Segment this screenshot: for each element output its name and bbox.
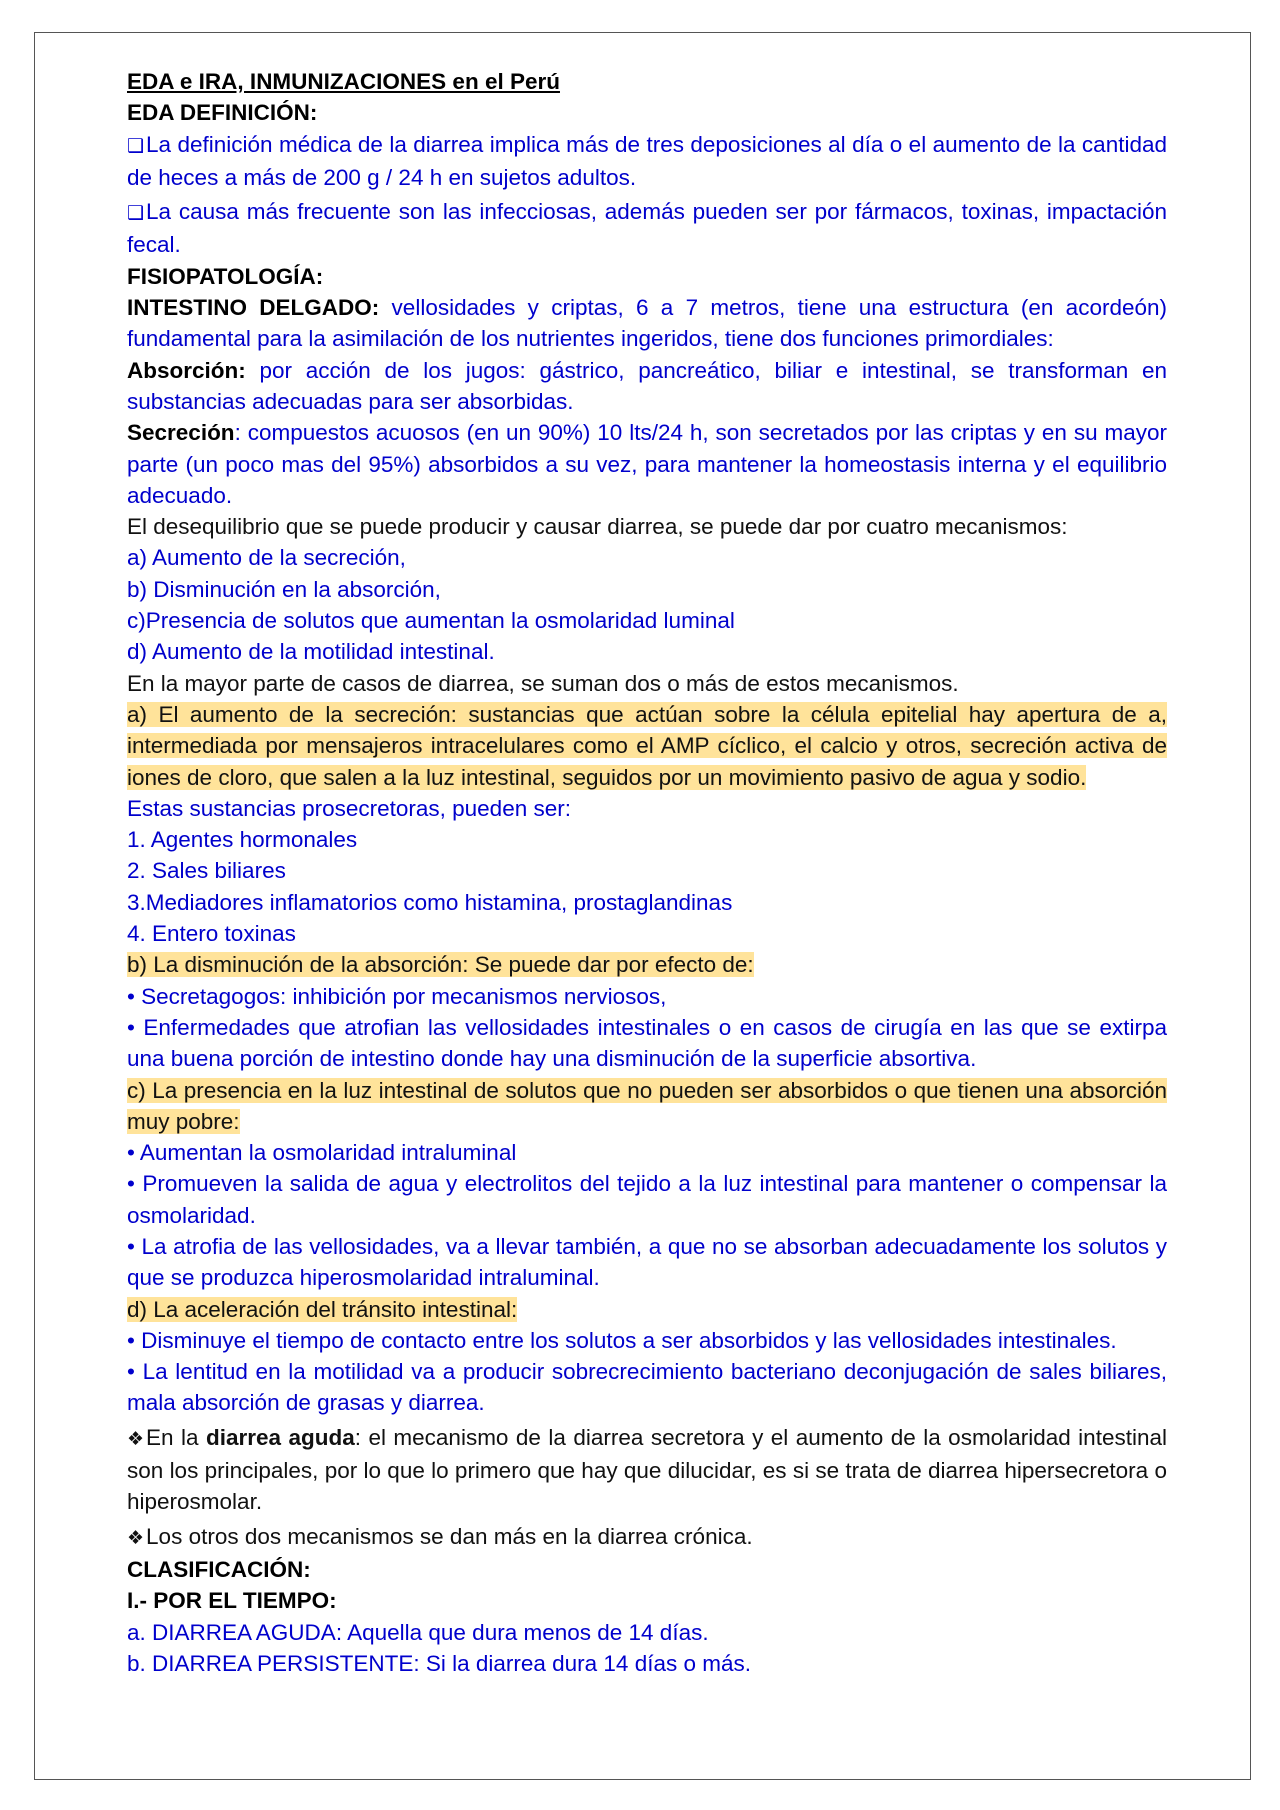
eda-definicion-heading: EDA DEFINICIÓN: bbox=[127, 100, 318, 126]
square-bullet-icon: ❑ bbox=[127, 135, 145, 157]
definicion-bullet-1: ❑La definición médica de la diarrea implica más de tres deposiciones al día o el aumento de la cantidad de heces a más de 200 g / 24 h en sujetos adultos. bbox=[127, 131, 1167, 190]
definicion-bullet-2: ❑La causa más frecuente son las infecciosas, además pueden ser por fármacos, toxinas, impactación fecal. bbox=[127, 199, 1167, 258]
seccion-c-paragraph bbox=[127, 1075, 1167, 1138]
secrecion-label: Secreción bbox=[127, 420, 235, 446]
seccion-b-paragraph bbox=[127, 949, 1167, 980]
prosecretora-item: 1. Agentes hormonales bbox=[127, 827, 358, 853]
intestino-paragraph: INTESTINO DELGADO: vellosidades y criptas, 6 a 7 metros, tiene una estructura (en acordeón) fundamental para la asimilación de los nutrientes ingeridos, tiene dos funciones primordiales: bbox=[127, 295, 1168, 352]
clasificacion-item: b. DIARREA PERSISTENTE: Si la diarrea dura 14 días o más. bbox=[127, 1650, 752, 1676]
seccion-b-highlight: b) La disminución de la absorción: Se puede dar por efecto de: bbox=[127, 952, 754, 978]
prosecretora-item: 2. Sales biliares bbox=[127, 858, 286, 884]
diamond-bullet-icon: ❖ bbox=[127, 1527, 145, 1549]
seccion-a-paragraph bbox=[127, 699, 1167, 793]
seccion-c-item: • Aumentan la osmolaridad intraluminal bbox=[127, 1140, 517, 1166]
seccion-c-highlight: c) La presencia en la luz intestinal de solutos que no pueden ser absorbidos o que tienen una absorción muy pobre: bbox=[127, 1077, 1167, 1134]
diamond-bullet-icon: ❖ bbox=[127, 1428, 145, 1450]
otros-mecanismos-paragraph: ❖Los otros dos mecanismos se dan más en la diarrea crónica. bbox=[127, 1521, 1167, 1554]
seccion-d-item: • La lentitud en la motilidad va a producir sobrecrecimiento bacteriano deconjugación de sales biliares, mala absorción de grasas y diarrea. bbox=[127, 1359, 1167, 1416]
absorcion-paragraph: Absorción: por acción de los jugos: gástrico, pancreático, biliar e intestinal, se transforman en substancias adecuadas para ser absorbidas. bbox=[127, 357, 1167, 414]
diarrea-aguda-paragraph: ❖En la diarrea aguda: el mecanismo de la diarrea secretora y el aumento de la osmolaridad intestinal son los principales, por lo que lo primero que hay que dilucidar, es si se trata de diarrea hipersecretora o hiperosmolar. bbox=[127, 1424, 1167, 1515]
document-content bbox=[127, 66, 1167, 1679]
desequilibrio-text: El desequilibrio que se puede producir y causar diarrea, se puede dar por cuatro mecanismos: bbox=[127, 514, 1068, 540]
document-title: EDA e IRA, INMUNIZACIONES en el Perú bbox=[127, 69, 560, 94]
clasificacion-heading: CLASIFICACIÓN: bbox=[127, 1556, 311, 1582]
absorcion-label: Absorción: bbox=[127, 357, 246, 383]
seccion-a-intro: Estas sustancias prosecretoras, pueden ser: bbox=[127, 795, 571, 821]
prosecretora-item: 4. Entero toxinas bbox=[127, 921, 296, 947]
prosecretora-item: 3.Mediadores inflamatorios como histamina, prostaglandinas bbox=[127, 889, 733, 915]
seccion-c-item: • La atrofia de las vellosidades, va a llevar también, a que no se absorban adecuadamente los solutos y que se produzca hiperosmolaridad intraluminal. bbox=[127, 1233, 1167, 1291]
mecanismo-item: b) Disminución en la absorción, bbox=[127, 576, 441, 602]
por-el-tiempo-heading: I.- POR EL TIEMPO: bbox=[127, 1588, 337, 1614]
diarrea-aguda-bold: diarrea aguda bbox=[205, 1424, 355, 1450]
mecanismo-item: a) Aumento de la secreción, bbox=[127, 545, 406, 571]
seccion-b-item: • Secretagogos: inhibición por mecanismos nerviosos, bbox=[127, 983, 667, 1009]
mecanismo-item: d) Aumento de la motilidad intestinal. bbox=[127, 639, 495, 665]
clasificacion-item: a. DIARREA AGUDA: Aquella que dura menos de 14 días. bbox=[127, 1619, 709, 1645]
seccion-a-highlight: a) El aumento de la secreción: sustancias que actúan sobre la célula epitelial hay apertura de a, intermediada por mensajeros intracelulares como el AMP cíclico, el calcio y otros, secreción activa de iones de cloro, que salen a la luz intestinal, seguidos por un movimiento pasivo de agua y sodio. bbox=[127, 701, 1167, 790]
secrecion-paragraph: Secreción: compuestos acuosos (en un 90%) 10 lts/24 h, son secretados por las criptas y en su mayor parte (un poco mas del 95%) absorbidos a su vez, para mantener la homeostasis interna y el equilibrio adecuado. bbox=[127, 420, 1167, 508]
seccion-d-highlight: d) La aceleración del tránsito intestinal: bbox=[127, 1296, 518, 1322]
seccion-b-item: • Enfermedades que atrofian las vellosidades intestinales o en casos de cirugía en las que se extirpa una buena porción de intestino donde hay una disminución de la superficie absortiva. bbox=[127, 1014, 1167, 1072]
document-page bbox=[34, 32, 1251, 1780]
mecanismo-item: c)Presencia de solutos que aumentan la osmolaridad luminal bbox=[127, 608, 735, 634]
fisiopatologia-heading: FISIOPATOLOGÍA: bbox=[127, 263, 324, 289]
seccion-d-paragraph bbox=[127, 1294, 1167, 1325]
seccion-c-item: • Promueven la salida de agua y electrolitos del tejido a la luz intestinal para mantener o compensar la osmolaridad. bbox=[127, 1171, 1167, 1228]
seccion-d-item: • Disminuye el tiempo de contacto entre los solutos a ser absorbidos y las vellosidades intestinales. bbox=[127, 1327, 1117, 1353]
intestino-label: INTESTINO DELGADO: bbox=[127, 295, 380, 321]
suma-mecanismos-text: En la mayor parte de casos de diarrea, se suman dos o más de estos mecanismos. bbox=[127, 670, 959, 696]
square-bullet-icon: ❑ bbox=[127, 203, 145, 225]
